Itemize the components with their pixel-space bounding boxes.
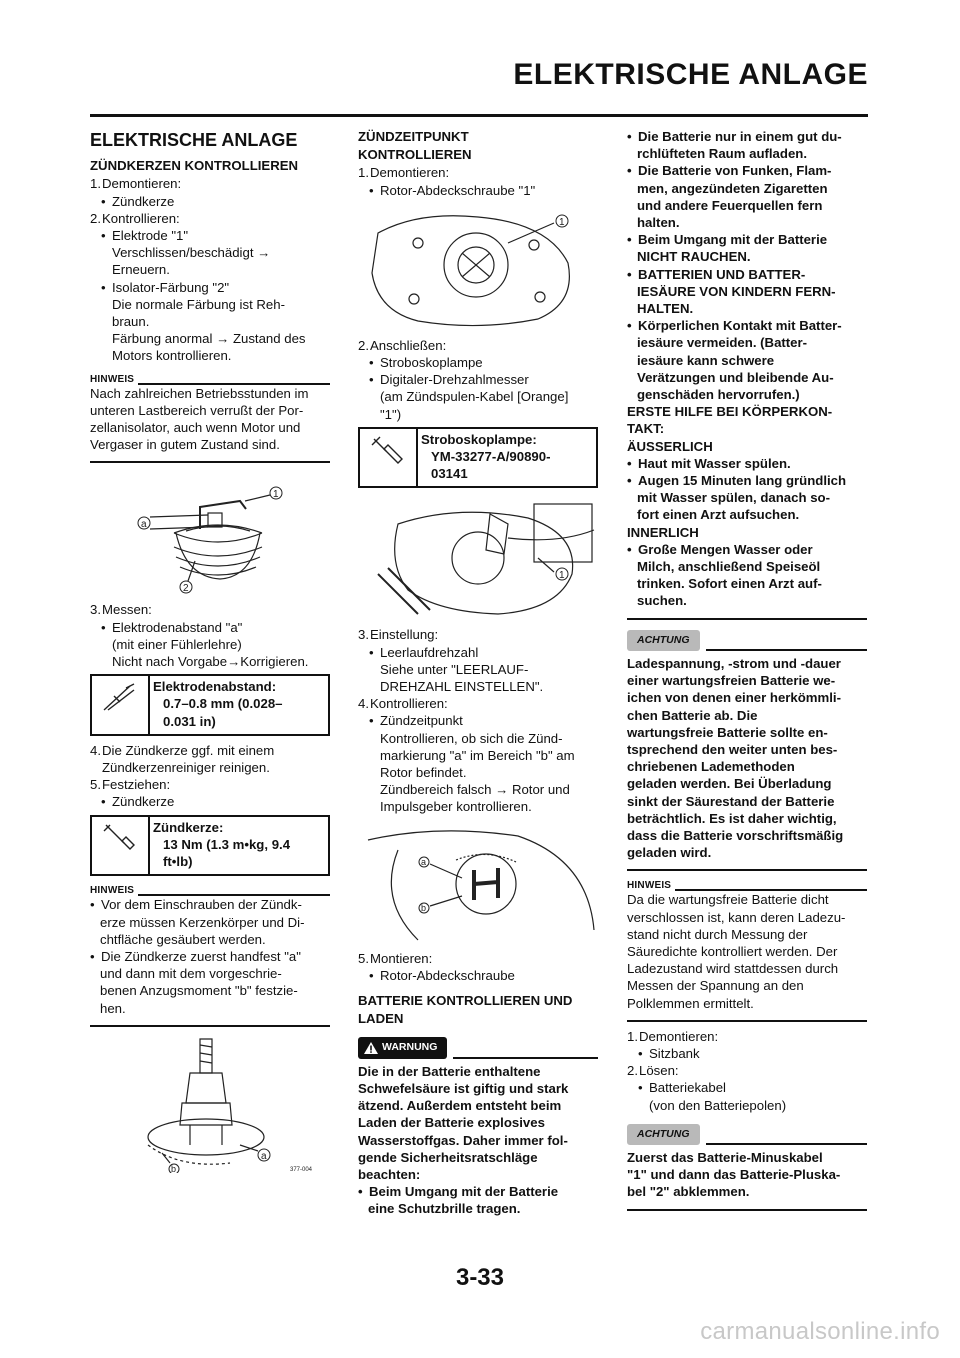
note-label: HINWEIS xyxy=(90,885,135,897)
caution-text: chriebenen Lademethoden xyxy=(627,759,795,775)
caution-text: ichen von denen einer herkömmli- xyxy=(627,690,841,706)
bullet: • Batteriekabel xyxy=(627,1079,867,1096)
warning-bullet-line: IESÄURE VON KINDERN FERN- xyxy=(637,283,836,299)
gauge-icon xyxy=(92,676,150,734)
subsection-title-ignition-timing-l2: KONTROLLIEREN xyxy=(358,147,472,163)
spark-plug-torque-figure xyxy=(90,1033,330,1173)
step-3: 3.Einstellung: xyxy=(358,627,439,643)
figure-code: 377-004 xyxy=(290,1166,313,1173)
bullet: • Zündkerze xyxy=(90,193,330,210)
bullet-line: Färbung anormal → Zustand des xyxy=(112,331,306,347)
note-label: HINWEIS xyxy=(627,880,672,892)
note-bullet-line: erze müssen Kerzenkörper und Di- xyxy=(100,914,305,930)
note-header xyxy=(90,886,330,896)
timing-light-connection-figure xyxy=(358,494,598,622)
header-rule xyxy=(90,114,868,117)
note-bullet-line: chtfläche gesäubert werden. xyxy=(100,931,266,947)
bullet-line: Kontrollieren, ob sich die Zünd- xyxy=(380,730,563,746)
spec-value: 0.031 in) xyxy=(163,713,216,729)
caution-text: beträchtlich. Es ist daher wichtig, xyxy=(627,810,837,826)
first-aid-heading-l2: TAKT: xyxy=(627,421,665,437)
step-number: 5. xyxy=(358,950,369,966)
bullet: • Elektrodenabstand "a" xyxy=(90,619,330,636)
spec-value: 03141 xyxy=(431,466,468,482)
page-number: 3-33 xyxy=(455,1264,505,1291)
first-aid-bullet-line: trinken. Sofort einen Arzt auf- xyxy=(637,576,822,592)
fig-label-b: b xyxy=(421,902,427,913)
first-aid-bullet-line: suchen. xyxy=(637,593,687,609)
step-1: 1.Demontieren: xyxy=(90,176,182,192)
step-2: 2.Lösen: xyxy=(627,1063,679,1079)
bullet: • Zündzeitpunkt xyxy=(358,712,598,729)
warning-triangle-icon xyxy=(364,1042,378,1054)
warning-text: Laden der Batterie explosives xyxy=(358,1115,545,1131)
warning-badge xyxy=(358,1037,447,1058)
bullet-line: (mit einer Fühlerlehre) xyxy=(112,636,242,652)
warning-text: Die in der Batterie enthaltene xyxy=(358,1063,541,1079)
fig-label-a: a xyxy=(261,1150,267,1162)
bullet-line: Rotor befindet. xyxy=(380,765,467,781)
external-heading: ÄUSSERLICH xyxy=(627,438,713,454)
warning-text: gende Sicherheitsratschläge xyxy=(358,1149,538,1165)
caution-text: dass die Batterie vorschriftsmäßig xyxy=(627,827,844,843)
subsection-title-ignition-timing: ZÜNDZEITPUNKT xyxy=(358,129,469,144)
caution-text: wartungsfreie Batterie sollte en- xyxy=(627,724,828,740)
caution-text: Ladespannung, -strom und -dauer xyxy=(627,655,841,671)
bullet-line: "1") xyxy=(380,406,402,422)
caution-text: chen Batterie ab. Die xyxy=(627,707,758,723)
warning-header xyxy=(358,1037,598,1058)
note-end-rule xyxy=(627,1020,867,1022)
timing-mark-figure xyxy=(358,820,598,946)
note-text: stand nicht durch Messung der xyxy=(627,926,808,942)
subsection-title-spark-plug: ZÜNDKERZEN KONTROLLIEREN xyxy=(90,158,299,174)
warning-text: Schwefelsäure ist giftig und stark xyxy=(358,1080,569,1096)
warning-bullet: • Körperlichen Kontakt mit Batter- xyxy=(627,317,867,334)
caution-rule xyxy=(706,649,868,651)
step-number: 5. xyxy=(90,777,101,793)
note-header xyxy=(90,375,330,385)
column-middle xyxy=(358,128,598,1218)
step-number: 2. xyxy=(358,337,369,353)
bullet-line: markierung "a" im Bereich "b" am xyxy=(380,747,575,763)
step-number: 1. xyxy=(358,165,369,181)
note-text: Nach zahlreichen Betriebsstunden im xyxy=(90,385,309,401)
note-bullet-line: und dann mit dem vorgeschrie- xyxy=(100,966,282,982)
spec-label: Stroboskoplampe: xyxy=(421,431,537,447)
caution-end-rule xyxy=(627,1209,867,1211)
caution-text: tsprechend den weiter unten bes- xyxy=(627,741,838,757)
note-header xyxy=(627,881,867,891)
warning-bullet: • BATTERIEN UND BATTER- xyxy=(627,266,867,283)
caution-end-rule xyxy=(627,869,867,871)
spec-box-spark-plug-torque xyxy=(90,815,330,877)
bullet: • Zündkerze xyxy=(90,793,330,810)
bullet-line: Motors kontrollieren. xyxy=(112,348,232,364)
column-right xyxy=(627,128,867,1217)
bullet: • Rotor-Abdeckschraube xyxy=(358,967,598,984)
bullet-line: Impulsgeber kontrollieren. xyxy=(380,799,532,815)
warning-bullet-line: rchlüfteten Raum aufladen. xyxy=(637,146,807,162)
step-number: 4. xyxy=(90,742,101,758)
bullet-line: Die normale Färbung ist Reh- xyxy=(112,296,285,312)
caution-badge: ACHTUNG xyxy=(627,1124,700,1145)
note-bullet: • Die Zündkerze zuerst handfest "a" xyxy=(90,948,330,965)
caution-header xyxy=(627,630,867,651)
first-aid-bullet: • Haut mit Wasser spülen. xyxy=(627,455,867,472)
bullet: • Elektrode "1" xyxy=(90,227,330,244)
step-3: 3.Messen: xyxy=(90,602,152,618)
bullet-line: Verschlissen/beschädigt → xyxy=(112,245,271,261)
first-aid-bullet-line: fort einen Arzt aufsuchen. xyxy=(637,507,800,523)
fig-label-2: 2 xyxy=(183,583,189,595)
note-bullet-line: benen Anzugsmoment "b" festzie- xyxy=(100,983,298,999)
step-number: 2. xyxy=(90,210,101,226)
first-aid-bullet-line: mit Wasser spülen, danach so- xyxy=(637,490,830,506)
caution-badge: ACHTUNG xyxy=(627,630,700,651)
warning-rule xyxy=(453,1057,598,1059)
warning-text: beachten: xyxy=(358,1166,421,1182)
bullet: • Rotor-Abdeckschraube "1" xyxy=(358,182,598,199)
step-number: 2. xyxy=(627,1063,638,1079)
spark-plug-gap-figure xyxy=(90,469,330,597)
caution-rule xyxy=(706,1143,868,1145)
caution-text: bel "2" abklemmen. xyxy=(627,1184,750,1200)
subsection-title-battery-l2: LADEN xyxy=(358,1011,404,1027)
warning-end-rule xyxy=(627,618,867,620)
caution-text: sinkt der Säurestand der Batterie xyxy=(627,793,835,809)
step-number: 1. xyxy=(627,1028,638,1044)
bullet: • Leerlaufdrehzahl xyxy=(358,644,598,661)
step-4: 4.Die Zündkerze ggf. mit einem xyxy=(90,742,275,758)
fig-label-1: 1 xyxy=(273,489,279,501)
first-aid-bullet-line: Milch, anschließend Speiseöl xyxy=(637,559,821,575)
first-aid-heading: ERSTE HILFE BEI KÖRPERKON- xyxy=(627,404,833,420)
warning-bullet-line: HALTEN. xyxy=(637,301,694,317)
step-5: 5.Montieren: xyxy=(358,950,433,966)
subsection-title-battery: BATTERIE KONTROLLIEREN UND xyxy=(358,993,573,1009)
step-number: 3. xyxy=(358,627,369,643)
spec-label: Elektrodenabstand: xyxy=(153,679,277,695)
note-end-rule xyxy=(90,461,330,463)
tool-icon xyxy=(360,429,418,487)
bullet-line: Erneuern. xyxy=(112,262,170,278)
note-label: HINWEIS xyxy=(90,373,135,385)
bullet-line: Nicht nach Vorgabe→Korrigieren. xyxy=(112,654,309,670)
step-number: 1. xyxy=(90,176,101,192)
warning-bullet: • Beim Umgang mit der Batterie xyxy=(627,231,867,248)
spec-value: YM-33277-A/90890- xyxy=(431,449,551,465)
bullet: • Isolator-Färbung "2" xyxy=(90,279,330,296)
warning-bullet: • Die Batterie nur in einem gut du- xyxy=(627,128,867,145)
rotor-cover-figure xyxy=(358,203,598,333)
warning-bullet-line: iesäure kann schwere xyxy=(637,352,775,368)
bullet-line: (von den Batteriepolen) xyxy=(649,1097,787,1113)
warning-bullet-line: halten. xyxy=(637,215,680,231)
fig-label-1: 1 xyxy=(559,570,565,582)
step-1: 1.Demontieren: xyxy=(627,1028,719,1044)
section-title: ELEKTRISCHE ANLAGE xyxy=(90,130,298,150)
first-aid-bullet: • Augen 15 Minuten lang gründlich xyxy=(627,472,867,489)
step-2: 2.Anschließen: xyxy=(358,337,447,353)
spec-value: 13 Nm (1.3 m•kg, 9.4 xyxy=(163,836,291,852)
caution-text: geladen werden. Bei Überladung xyxy=(627,776,832,792)
step-line: Zündkerzenreiniger reinigen. xyxy=(102,760,270,776)
note-text: zellanisolator, auch wenn Motor und xyxy=(90,420,301,436)
bullet-line: Zündbereich falsch → Rotor und xyxy=(380,782,570,798)
bullet-line: DREHZAHL EINSTELLEN". xyxy=(380,679,544,695)
fig-label-b: b xyxy=(171,1163,177,1173)
fig-label-a: a xyxy=(421,856,427,867)
warning-label: WARNUNG xyxy=(382,1041,438,1054)
bullet: • Sitzbank xyxy=(627,1045,867,1062)
spec-box-timing-light xyxy=(358,427,598,489)
spec-box-electrode-gap xyxy=(90,674,330,736)
step-1: 1.Demontieren: xyxy=(358,165,450,181)
warning-text: ätzend. Außerdem entsteht beim xyxy=(358,1098,562,1114)
fig-label-1: 1 xyxy=(559,216,565,228)
step-number: 4. xyxy=(358,696,369,712)
note-text: Da die wartungsfreie Batterie dicht xyxy=(627,892,829,908)
note-bullet-line: hen. xyxy=(100,1000,126,1016)
spec-value: 0.7–0.8 mm (0.028– xyxy=(163,696,283,712)
note-end-rule xyxy=(90,1025,330,1027)
warning-bullet: • Die Batterie von Funken, Flam- xyxy=(627,162,867,179)
first-aid-bullet: • Große Mengen Wasser oder xyxy=(627,541,867,558)
bullet: • Digitaler-Drehzahlmesser xyxy=(358,371,598,388)
step-5: 5.Festziehen: xyxy=(90,777,171,793)
note-bullet: • Vor dem Einschrauben der Zündk- xyxy=(90,896,330,913)
page-header-title: ELEKTRISCHE ANLAGE xyxy=(513,58,868,91)
note-text: Ladezustand wird stattdessen durch xyxy=(627,961,839,977)
warning-bullet-line: NICHT RAUCHEN. xyxy=(637,249,751,265)
warning-bullet-line: Verätzungen und bleibende Au- xyxy=(637,369,834,385)
step-number: 3. xyxy=(90,602,101,618)
step-4: 4.Kontrollieren: xyxy=(358,696,448,712)
caution-text: "1" und dann das Batterie-Pluska- xyxy=(627,1167,841,1183)
caution-text: einer wartungsfreien Batterie we- xyxy=(627,673,836,689)
note-text: unteren Lastbereich verrußt der Por- xyxy=(90,402,304,418)
caution-text: Zuerst das Batterie-Minuskabel xyxy=(627,1149,823,1165)
watermark: carmanualsonline.info xyxy=(700,1318,940,1345)
internal-heading: INNERLICH xyxy=(627,524,699,540)
fig-label-a: a xyxy=(141,519,147,531)
spec-label: Zündkerze: xyxy=(153,819,224,835)
caution-header xyxy=(627,1124,867,1145)
warning-bullet-line: genschäden hervorrufen.) xyxy=(637,387,800,403)
note-text: Vergaser in gutem Zustand sind. xyxy=(90,437,280,453)
bullet-line: braun. xyxy=(112,314,150,330)
warning-bullet-line: men, angezündeten Zigaretten xyxy=(637,180,828,196)
note-text: Polklemmen ermittelt. xyxy=(627,995,754,1011)
torque-wrench-icon xyxy=(92,817,150,875)
note-text: Säuredichte kontrolliert werden. Der xyxy=(627,943,838,959)
fig-mark-h: H xyxy=(558,839,559,841)
warning-bullet-line: iesäure vermeiden. (Batter- xyxy=(637,335,808,351)
bullet: • Stroboskoplampe xyxy=(358,354,598,371)
bullet-line: Siehe unter "LEERLAUF- xyxy=(380,661,529,677)
warning-text: Wasserstoffgas. Daher immer fol- xyxy=(358,1132,568,1148)
warning-bullet: • Beim Umgang mit der Batterie xyxy=(358,1183,598,1200)
note-text: Messen der Spannung an den xyxy=(627,978,804,994)
step-2: 2.Kontrollieren: xyxy=(90,210,180,226)
spec-value: ft•lb) xyxy=(163,854,193,870)
note-text: verschlossen ist, kann deren Ladezu- xyxy=(627,909,846,925)
warning-bullet-line: und andere Feuerquellen fern xyxy=(637,197,823,213)
warning-bullet-line: eine Schutzbrille tragen. xyxy=(368,1201,521,1217)
column-left xyxy=(90,128,330,1177)
bullet-line: (am Zündspulen-Kabel [Orange] xyxy=(380,389,569,405)
caution-text: geladen wird. xyxy=(627,845,712,861)
